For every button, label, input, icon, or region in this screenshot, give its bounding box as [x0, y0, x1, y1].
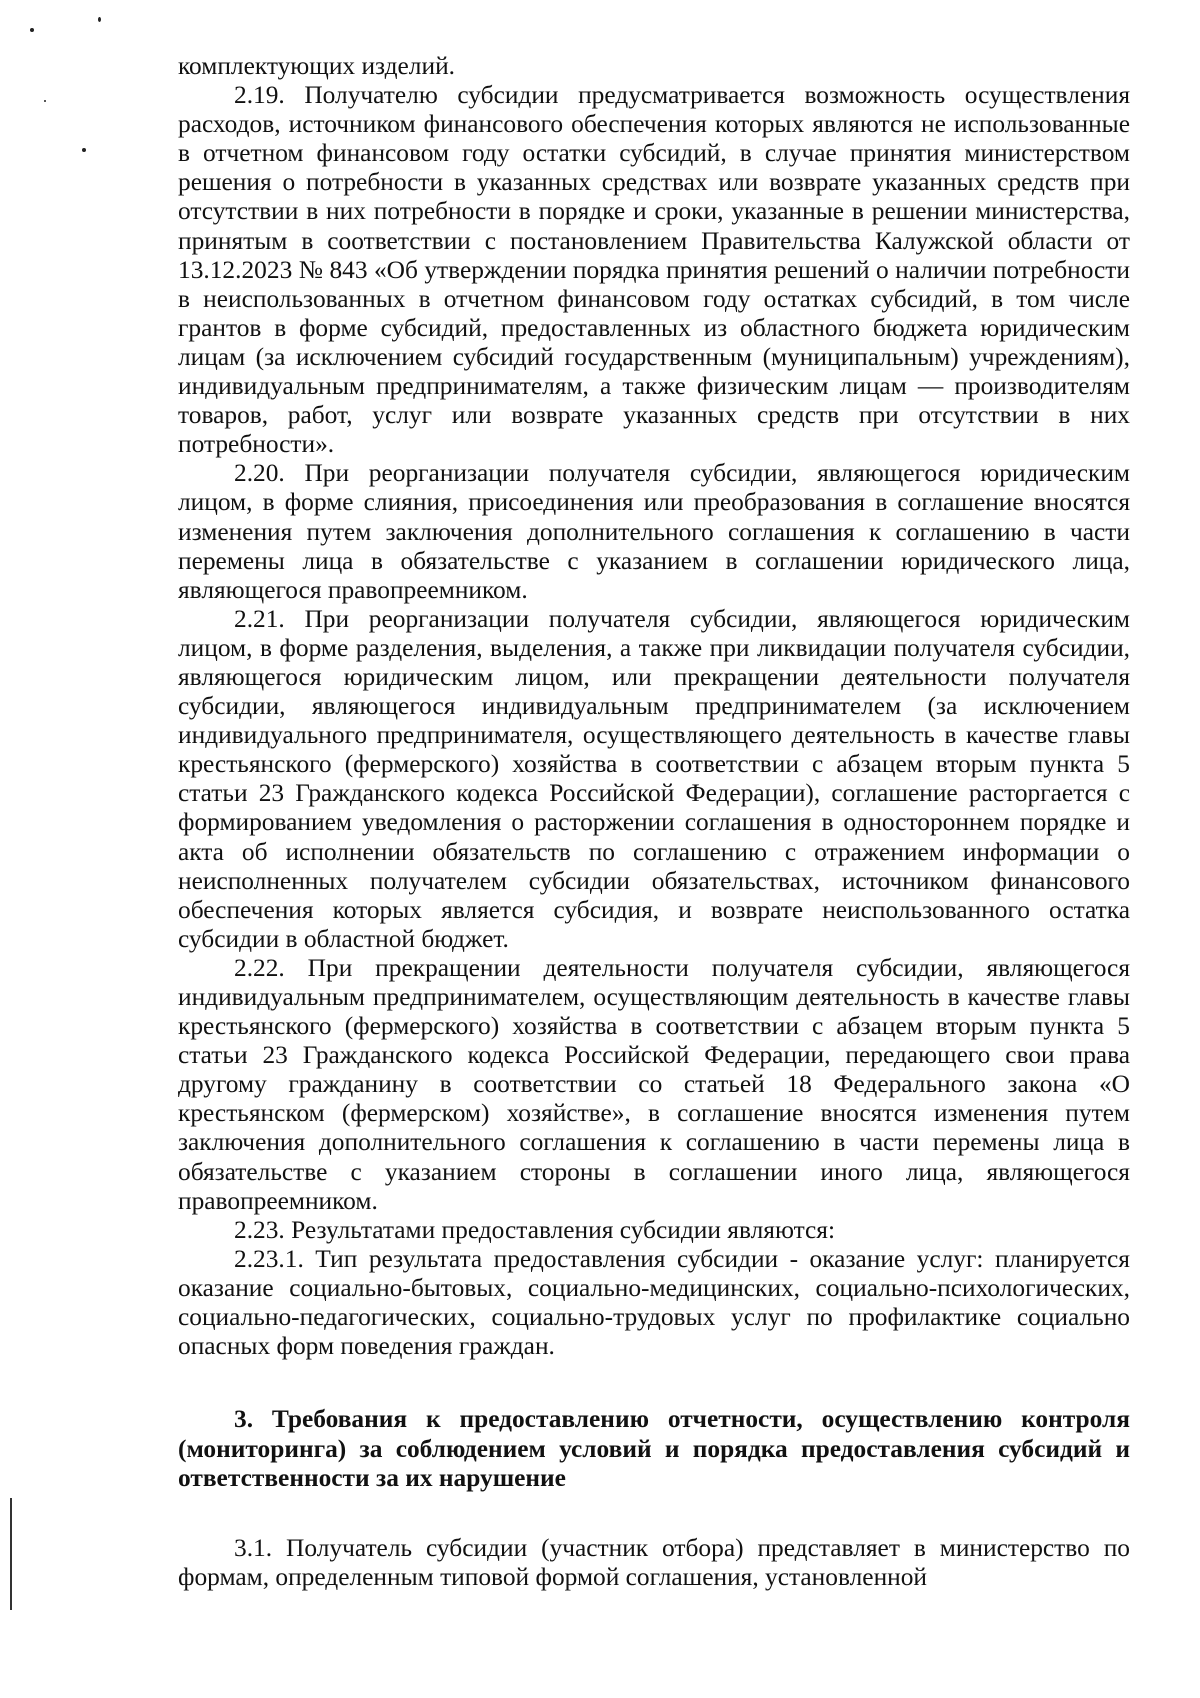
paragraph-3-1: 3.1. Получатель субсидии (участник отбора) представляет в министерство по формам, определенным типовой формой соглашения, установленной [178, 1533, 1130, 1591]
paragraph-2-23-1: 2.23.1. Тип результата предоставления субсидии - оказание услуг: планируется оказание социально-бытовых, социально-медицинских, социально-психологических, социально-педагогических, социально-трудовых услуг по профилактике социально опасных форм поведения граждан. [178, 1244, 1130, 1361]
document-page [178, 52, 1130, 1592]
paragraph-2-19: 2.19. Получателю субсидии предусматривается возможность осуществления расходов, источником финансового обеспечения которых являются не использованные в отчетном финансовом году остатки субсидий, в случае принятия министерством решения о потребности в указанных средствах или возврате указанных средств при отсутствии в них потребности в порядке и сроки, указанные в решении министерства, принятым в соответствии с постановлением Правительства Калужской области от 13.12.2023 № 843 «Об утверждении порядка принятия решений о наличии потребности в неиспользованных в отчетном финансовом году остатках субсидий, в том числе грантов в форме субсидий, предоставленных из областного бюджета юридическим лицам (за исключением субсидий государственным (муниципальным) учреждениям), индивидуальным предпринимателям, а также физическим лицам — производителям товаров, работ, услуг или возврате указанных средств при отсутствии в них потребности». [178, 81, 1130, 459]
paragraph-2-22: 2.22. При прекращении деятельности получателя субсидии, являющегося индивидуальным предпринимателем, осуществляющим деятельность в качестве главы крестьянского (фермерского) хозяйства в соответствии с абзацем вторым пункта 5 статьи 23 Гражданского кодекса Российской Федерации, передающего свои права другому гражданину в соответствии со статьей 18 Федерального закона «О крестьянском (фермерском) хозяйстве», в соглашение вносятся изменения путем заключения дополнительного соглашения к соглашению в части перемены лица в обязательстве с указанием стороны в соглашении иного лица, являющегося правопреемником. [178, 953, 1130, 1215]
paragraph-2-21: 2.21. При реорганизации получателя субсидии, являющегося юридическим лицом, в форме разделения, выделения, а также при ликвидации получателя субсидии, являющегося юридическим лицом, или прекращении деятельности получателя субсидии, являющегося индивидуальным предпринимателем (за исключением индивидуального предпринимателя, осуществляющего деятельность в качестве главы крестьянского (фермерского) хозяйства в соответствии с абзацем вторым пункта 5 статьи 23 Гражданского кодекса Российской Федерации), соглашение расторгается с формированием уведомления о расторжении соглашения в одностороннем порядке и акта об исполнении обязательств по соглашению с отражением информации о неисполненных получателем субсидии обязательствах, источником финансового обеспечения которых является субсидия, и возврате неиспользованного остатка субсидии в областной бюджет. [178, 604, 1130, 953]
scan-speck [44, 100, 46, 102]
section-3-title: 3. Требования к предоставлению отчетности, осуществлению контроля (мониторинга) за соблюдением условий и порядка предоставления субсидий и ответственности за их нарушение [178, 1405, 1130, 1493]
scan-speck [82, 148, 86, 152]
paragraph-2-20: 2.20. При реорганизации получателя субсидии, являющегося юридическим лицом, в форме слияния, присоединения или преобразования в соглашение вносятся изменения путем заключения дополнительного соглашения к соглашению в части перемены лица в обязательстве с указанием в соглашении юридического лица, являющегося правопреемником. [178, 459, 1130, 604]
paragraph-2-23: 2.23. Результатами предоставления субсидии являются: [234, 1215, 835, 1244]
intro-line: комплектующих изделий. [178, 52, 456, 80]
scan-speck [98, 17, 101, 22]
scan-speck [30, 28, 34, 32]
scan-margin-line [10, 1498, 12, 1610]
